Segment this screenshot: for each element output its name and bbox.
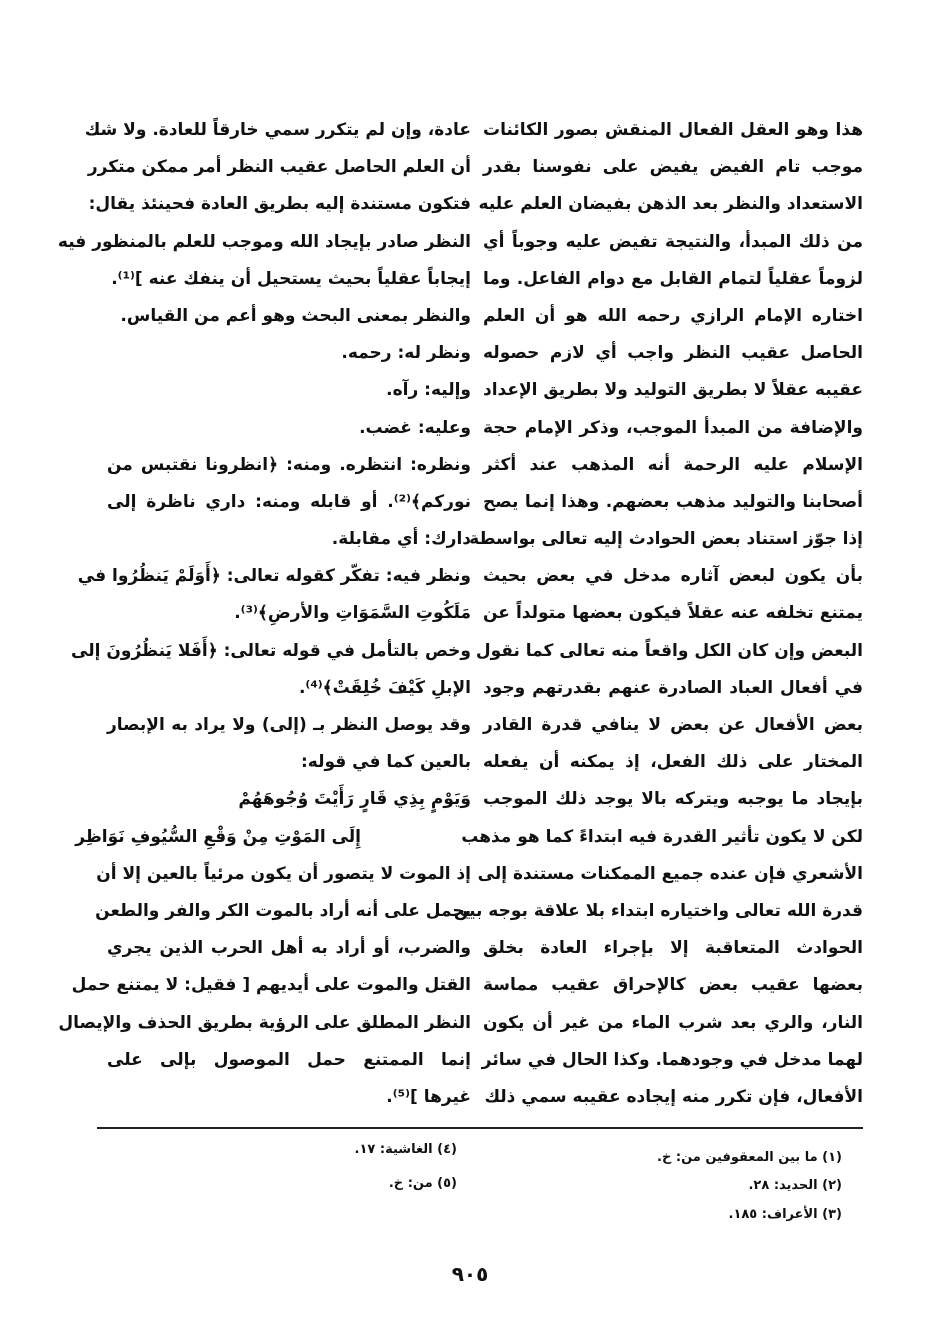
text-line: بأن يكون لبعض آثاره مدخل في بعض بحيث (483, 566, 863, 587)
text-line: لكن لا يكون تأثير القدرة فيه ابتداءً كما هو مذهب (461, 826, 863, 847)
text-line: الحاصل عقيب النظر واجب أي لازم حصوله (483, 343, 863, 364)
text-line: في أفعال العباد الصادرة عنهم بقدرتهم وجود (483, 677, 863, 698)
text-line: الإسلام عليه الرحمة أنه المذهب عند أكثر (483, 454, 863, 475)
text-line: والنظر بمعنى البحث وهو أعم من القياس. (120, 305, 471, 326)
text-column-left (57, 112, 471, 1116)
page-number: ٩٠٥ (451, 1262, 489, 1286)
footnote-5: (٥) من: خ. (388, 1176, 457, 1191)
text-line: أن العلم الحاصل عقيب النظر أمر ممكن متكرر (87, 157, 471, 178)
text-line: وَيَوْمٍ بِذِي قَارٍ رَأَيْتَ وُجُوهَهُمْ (238, 789, 471, 810)
text-line: ونظره: انتظره. ومنه: ﴿انظرونا نقتبس من (107, 454, 471, 475)
footnote-1: (١) ما بين المعقوفين من: خ. (657, 1150, 842, 1165)
text-line: لهما مدخل في وجودهما. وكذا الحال في سائر (481, 1049, 863, 1070)
text-line: والضرب، أو أراد به أهل الحرب الذين يجري (107, 938, 471, 959)
text-line: إِلَى المَوْتِ مِنْ وَقْعِ السُّيُوفِ نَوَاظِر (75, 826, 361, 847)
text-column-right (453, 112, 863, 1116)
footnote-2: (٢) الحديد: ٢٨. (748, 1178, 842, 1193)
text-line: النظر صادر بإيجاد الله وموجب للعلم بالمنظور فيه (57, 231, 471, 252)
text-line: إيجاباً عقلياً بحيث يستحيل أن ينفك عنه ]⁽¹⁾. (111, 268, 471, 289)
text-line: أصحابنا والتوليد مذهب بعضهم. وهذا إنما يصح (483, 491, 863, 512)
text-line: الاستعداد والنظر بعد الذهن بفيضان العلم عليه (478, 194, 863, 215)
text-line: وإليه: رآه. (386, 380, 471, 401)
text-line: يحمل على أنه أراد بالموت الكر والفر والطعن (95, 900, 471, 921)
text-line: إذا جوّز استناد بعض الحوادث إليه تعالى بواسطة (469, 529, 863, 550)
text-line: الإبلِ كَيْفَ خُلِقَتْ﴾⁽⁴⁾. (298, 677, 471, 698)
text-line: وقد يوصل النظر بـ (إلى) ولا يراد به الإبصار (107, 715, 471, 735)
text-line: لزوماً عقلياً لتمام القابل مع دوام الفاعل. وما (483, 268, 863, 289)
text-line: مَلَكُوتِ السَّمَوَاتِ والأرضِ﴾⁽³⁾. (234, 603, 471, 624)
text-line: من ذلك المبدأ، والنتيجة تفيض عليه وجوباً أي (483, 231, 863, 252)
text-line: القتل والموت على أيديهم [ فقيل: لا يمتنع حمل (71, 975, 471, 996)
footnote-4: (٤) الغاشية: ١٧. (354, 1142, 457, 1157)
text-line: دارك: أي مقابلة. (331, 529, 471, 550)
text-line: هذا وهو العقل الفعال المنقش بصور الكائنات (483, 120, 863, 140)
text-line: بعض الأفعال عن بعض لا ينافي قدرة القادر (483, 715, 863, 735)
text-line: بالعين كما في قوله: (300, 752, 471, 773)
text-line: البعض وإن كان الكل واقعاً منه تعالى كما نقول (475, 640, 863, 661)
text-line: وعليه: غضب. (359, 417, 471, 438)
text-line: عقيبه عقلاً لا بطريق التوليد ولا بطريق الإعداد (483, 380, 863, 401)
text-line: قدرة الله تعالى واختياره ابتداء بلا علاقة بوجه بين (453, 900, 863, 921)
text-line: نوركم﴾⁽²⁾. أو قابله ومنه: داري ناظرة إلى (107, 491, 471, 512)
text-line: الحوادث المتعاقبة إلا بإجراء العادة بخلق (483, 938, 863, 959)
text-line: عادة، وإن لم يتكرر سمي خارقاً للعادة. ولا شك (84, 120, 471, 140)
text-line: ونظر فيه: تفكّر كقوله تعالى: ﴿أَوَلَمْ يَنظُرُوا في (77, 566, 471, 587)
text-line: يمتنع تخلفه عنه عقلاً فيكون بعضها متولداً عن (483, 603, 863, 624)
text-line: النار، والري بعد شرب الماء من غير أن يكون (483, 1012, 863, 1033)
text-line: النظر المطلق على الرؤية بطريق الحذف والإيصال (58, 1012, 471, 1033)
text-line: إنما الممتنع حمل الموصول بإلى على (107, 1049, 471, 1070)
text-line: موجب تام الفيض يفيض على نفوسنا بقدر (483, 157, 863, 178)
text-line: وخص بالتأمل في قوله تعالى: ﴿أَفَلا يَنظُرُونَ إلى (71, 640, 471, 661)
text-line: فتكون مستندة إليه بطريق العادة فحينئذ يقال: (88, 194, 471, 215)
text-line: بعضها عقيب بعض كالإحراق عقيب مماسة (483, 975, 863, 996)
text-line: إذ الموت لا يتصور أن يكون مرئياً بالعين إلا أن (96, 863, 471, 884)
text-line: الأشعري فإن عنده جميع الممكنات مستندة إلى (477, 863, 863, 884)
text-line: اختاره الإمام الرازي رحمه الله هو أن العلم (483, 305, 863, 326)
text-line: المختار على ذلك الفعل، إذ يمكنه أن يفعله (483, 752, 863, 773)
text-line: والإضافة من المبدأ الموجب، وذكر الإمام حجة (483, 417, 863, 438)
text-line: الأفعال، فإن تكرر منه إيجاده عقيبه سمي ذلك (484, 1086, 863, 1107)
footnote-3: (٣) الأعراف: ١٨٥. (728, 1207, 842, 1222)
text-line: غيرها ]⁽⁵⁾. (386, 1086, 471, 1107)
text-line: بإيجاد ما يوجبه ويتركه بالا يوجد ذلك الموجب (483, 789, 863, 810)
footnote-divider (97, 1127, 863, 1129)
text-line: ونظر له: رحمه. (341, 343, 471, 364)
